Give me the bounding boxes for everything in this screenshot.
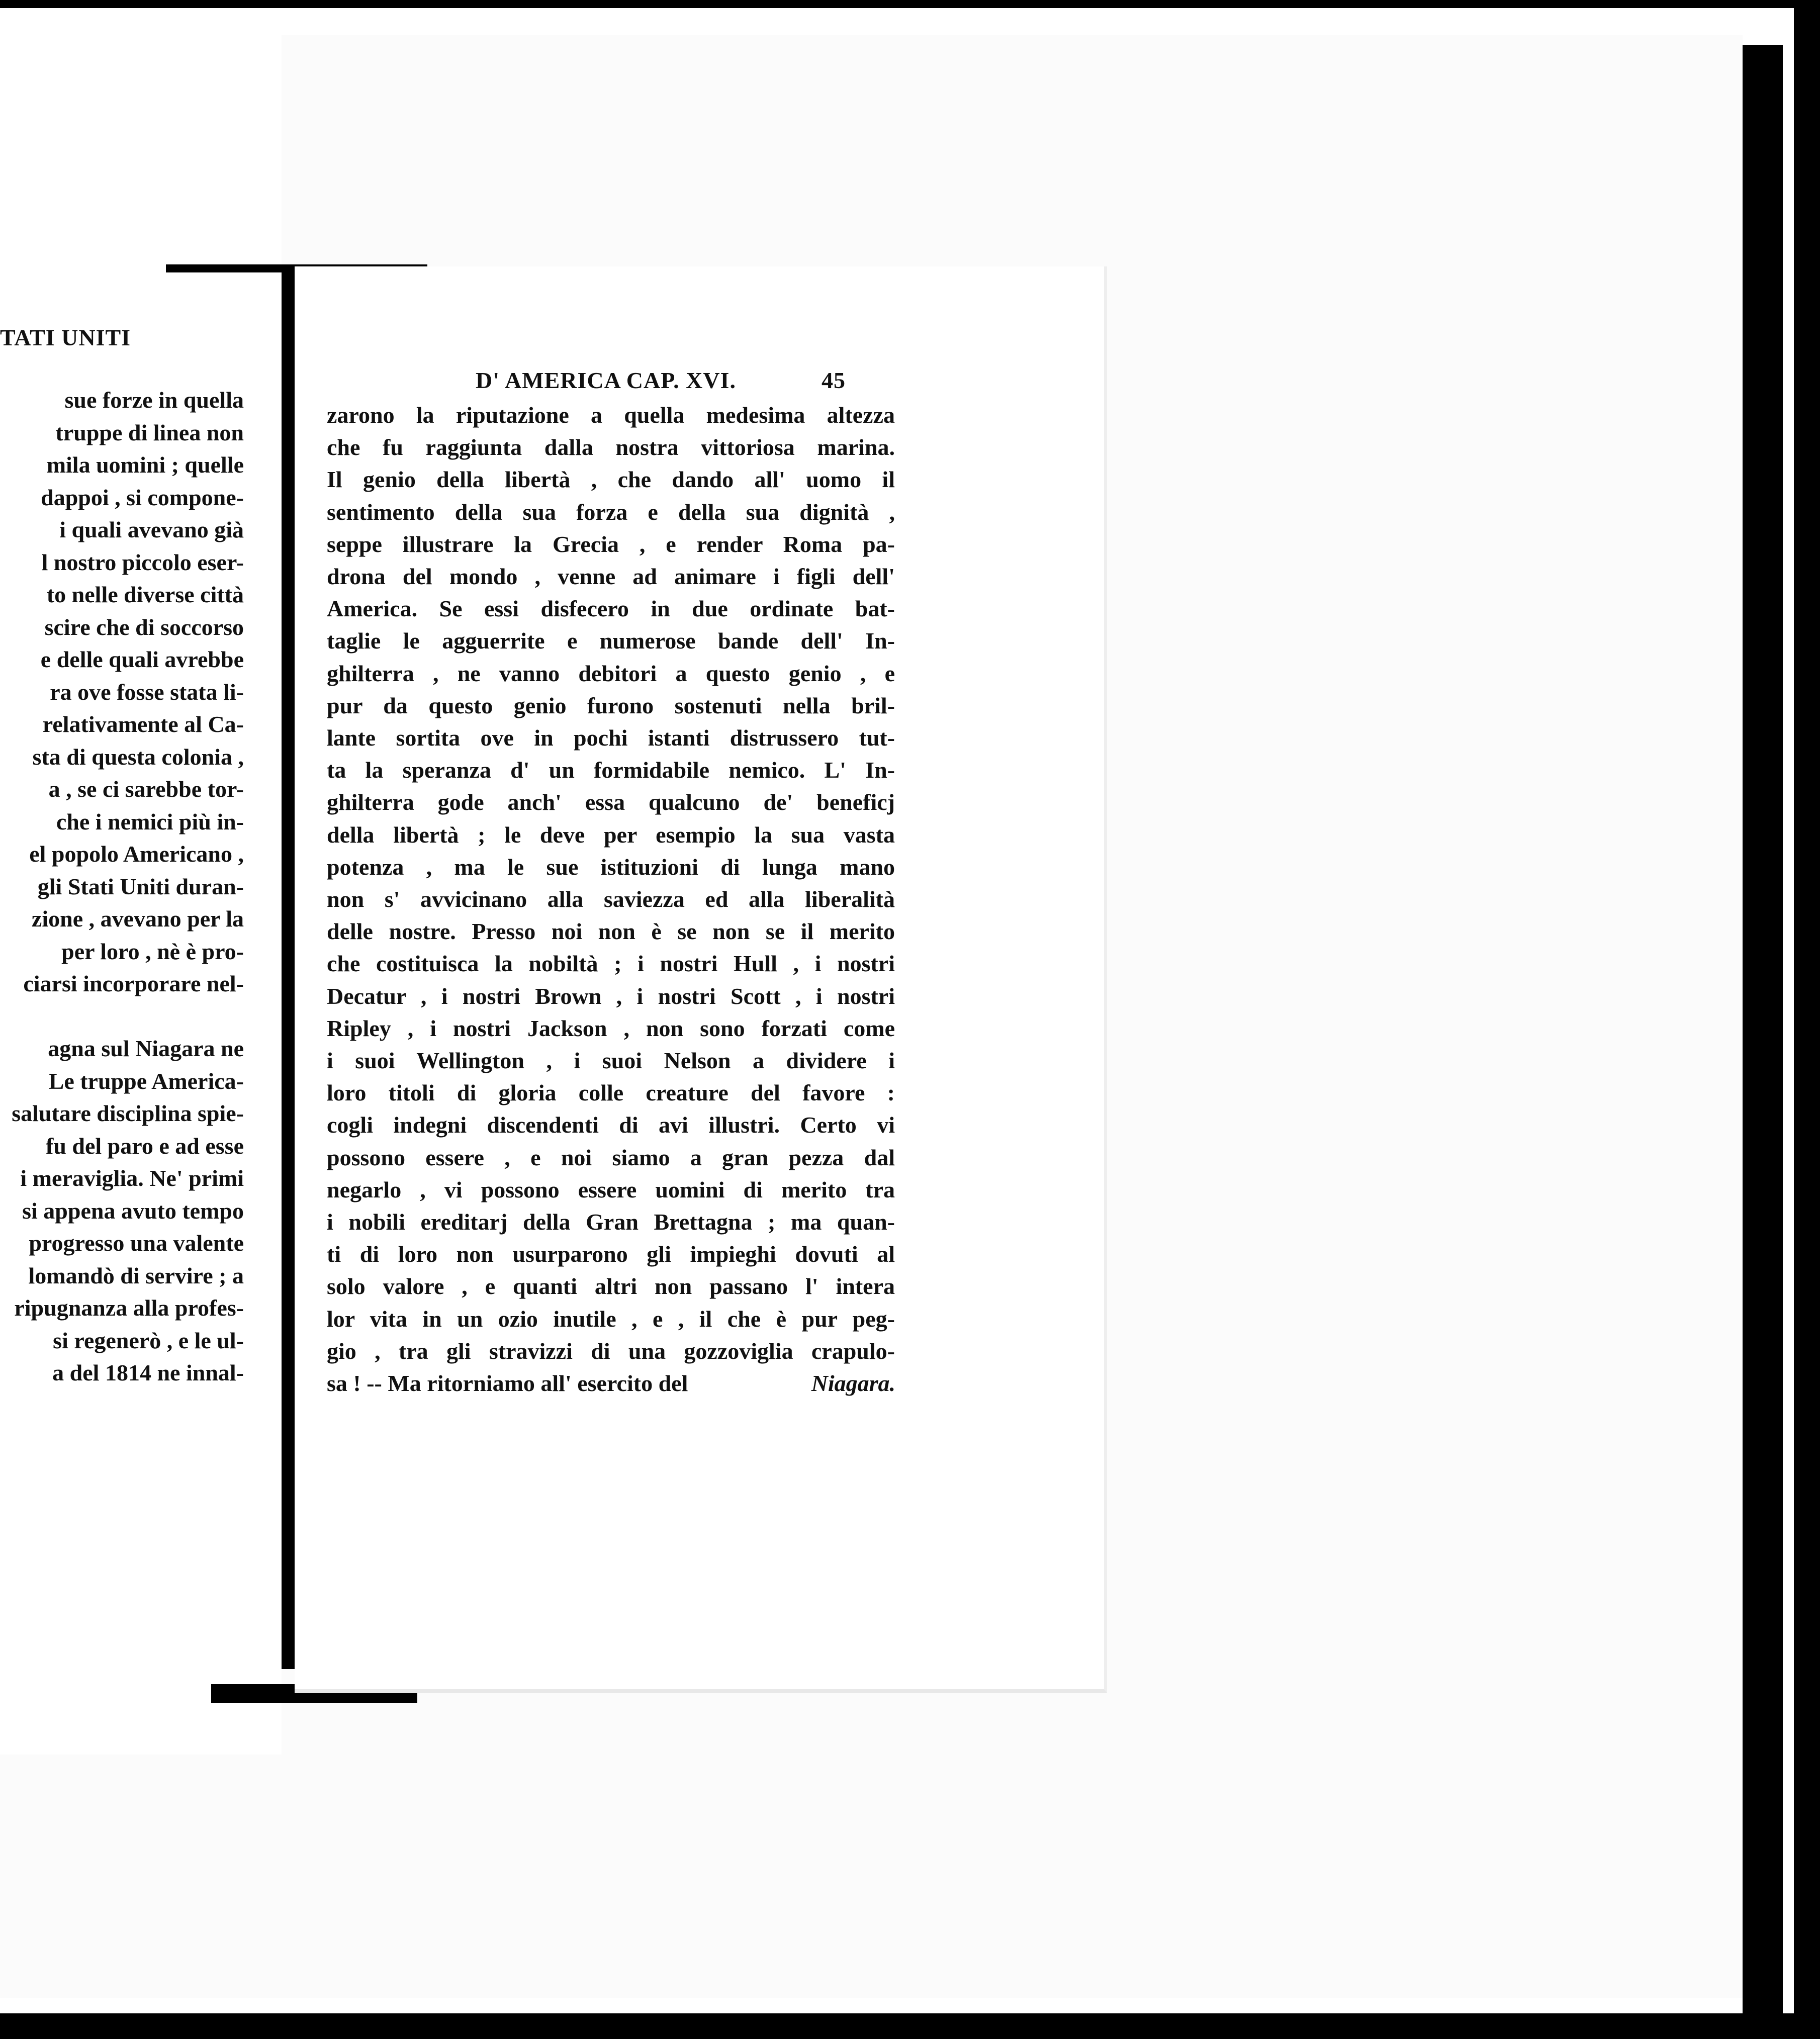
left-page: [0, 35, 282, 1754]
left-text-line: ripugnanza alla profes-: [14, 1295, 244, 1321]
left-text-line: zione , avevano per la: [31, 906, 244, 932]
right-text-line: ghilterra , ne vanno debitori a questo genio , e: [327, 660, 895, 686]
right-text-line: Il genio della libertà , che dando all' uomo il: [327, 467, 895, 493]
left-text-line: salutare disciplina spie-: [12, 1100, 244, 1126]
right-text-line: pur da questo genio furono sostenuti nella bril-: [327, 692, 895, 718]
left-text-line: ra ove fosse stata li-: [50, 679, 244, 705]
right-text-line: gio , tra gli stravizzi di una gozzoviglia crapulo-: [327, 1338, 895, 1364]
right-text-line: America. Se essi disfecero in due ordinate bat-: [327, 596, 895, 622]
left-text-line: a , se ci sarebbe tor-: [48, 776, 244, 802]
left-text-line: dappoi , si compone-: [41, 484, 244, 510]
scan-border-bottom: [0, 2013, 1820, 2039]
left-text-line: i meraviglia. Ne' primi: [20, 1165, 244, 1191]
left-text-line: i quali avevano già: [59, 517, 244, 542]
right-text-line: sentimento della sua forza e della sua dignità ,: [327, 499, 895, 525]
left-text-line: lomandò di servire ; a: [28, 1262, 244, 1288]
right-text-line: che fu raggiunta dalla nostra vittoriosa marina.: [327, 434, 895, 460]
right-text-line: Ripley , i nostri Jackson , non sono forzati come: [327, 1015, 895, 1041]
right-text-line: i suoi Wellington , i suoi Nelson a dividere i: [327, 1048, 895, 1073]
right-text-line: taglie le agguerrite e numerose bande dell' In-: [327, 628, 895, 654]
right-text-line: sa ! -- Ma ritorniamo all' esercito del: [327, 1370, 688, 1396]
right-text-line: Decatur , i nostri Brown , i nostri Scott , i nostri: [327, 983, 895, 1009]
left-text-line: gli Stati Uniti duran-: [37, 873, 244, 899]
right-text-line: solo valore , e quanti altri non passano l' intera: [327, 1273, 895, 1300]
right-text-line: ti di loro non usurparono gli impieghi dovuti al: [327, 1241, 895, 1267]
left-text-line: Le truppe America-: [48, 1068, 244, 1094]
right-running-head: D' AMERICA CAP. XVI.: [476, 367, 736, 393]
right-text-line: cogli indegni discendenti di avi illustri. Certo vi: [327, 1112, 895, 1138]
right-text-line: che costituisca la nobiltà ; i nostri Hull , i nostri: [327, 951, 895, 977]
right-text-line: drona del mondo , venne ad animare i figli dell': [327, 564, 895, 589]
scan-border-top: [0, 0, 1820, 8]
right-text-line: zarono la riputazione a quella medesima altezza: [327, 402, 895, 428]
left-text-line: a del 1814 ne innal-: [52, 1360, 244, 1385]
left-text-line: mila uomini ; quelle: [46, 452, 244, 478]
right-text-line: lante sortita ove in pochi istanti distrussero tut-: [327, 725, 895, 751]
right-text-line: i nobili ereditarj della Gran Brettagna ; ma quan-: [327, 1209, 895, 1235]
right-text-line: ghilterra gode anch' essa qualcuno de' beneficj: [327, 789, 895, 815]
right-page: [295, 266, 1107, 1693]
right-text-line: delle nostre. Presso noi non è se non se il merito: [327, 918, 895, 945]
right-text-line: potenza , ma le sue istituzioni di lunga mano: [327, 854, 895, 880]
left-text-line: che i nemici più in-: [56, 808, 244, 835]
scan-border-right: [1794, 0, 1820, 2039]
right-text-line: seppe illustrare la Grecia , e render Roma pa-: [327, 531, 895, 557]
left-text-line: agna sul Niagara ne: [48, 1036, 244, 1061]
left-text-line: truppe di linea non: [55, 419, 244, 445]
left-running-head: TATI UNITI: [0, 325, 131, 350]
right-text-line: della libertà ; le deve per esempio la sua vasta: [327, 821, 895, 848]
left-text-line: relativamente al Ca-: [42, 711, 244, 737]
scanned-sheet: [0, 35, 1743, 1998]
left-text-line: scire che di soccorso: [44, 614, 244, 640]
right-text-line: lor vita in un ozio inutile , e , il che è pur peg-: [327, 1306, 895, 1332]
left-text-line: per loro , nè è pro-: [61, 938, 244, 964]
binding-gutter-line: [282, 271, 295, 1669]
left-text-line: l nostro piccolo eser-: [41, 549, 244, 575]
right-text-line: loro titoli di gloria colle creature del favore :: [327, 1080, 895, 1106]
right-text-line: negarlo , vi possono essere uomini di merito tra: [327, 1176, 895, 1202]
left-text-line: progresso una valente: [29, 1230, 244, 1256]
page-number: 45: [822, 367, 846, 393]
right-text-italic-word: Niagara.: [811, 1370, 895, 1396]
left-text-line: sta di questa colonia ,: [32, 744, 244, 770]
scan-border-right-inner: [1743, 45, 1783, 2013]
left-text-line: si regenerò , e le ul-: [53, 1327, 244, 1353]
right-text-line: non s' avvicinano alla saviezza ed alla liberalità: [327, 886, 895, 912]
left-text-line: el popolo Americano ,: [29, 841, 244, 867]
left-text-line: e delle quali avrebbe: [40, 646, 244, 672]
right-text-line: possono essere , e noi siamo a gran pezza dal: [327, 1144, 895, 1170]
left-text-line: fu del paro e ad esse: [46, 1133, 244, 1159]
right-text-line: ta la speranza d' un formidabile nemico. L' In-: [327, 757, 895, 783]
left-text-line: to nelle diverse città: [46, 582, 244, 607]
left-text-line: ciarsi incorporare nel-: [23, 971, 244, 996]
left-text-line: si appena avuto tempo: [22, 1197, 244, 1224]
left-text-line: sue forze in quella: [64, 387, 244, 413]
